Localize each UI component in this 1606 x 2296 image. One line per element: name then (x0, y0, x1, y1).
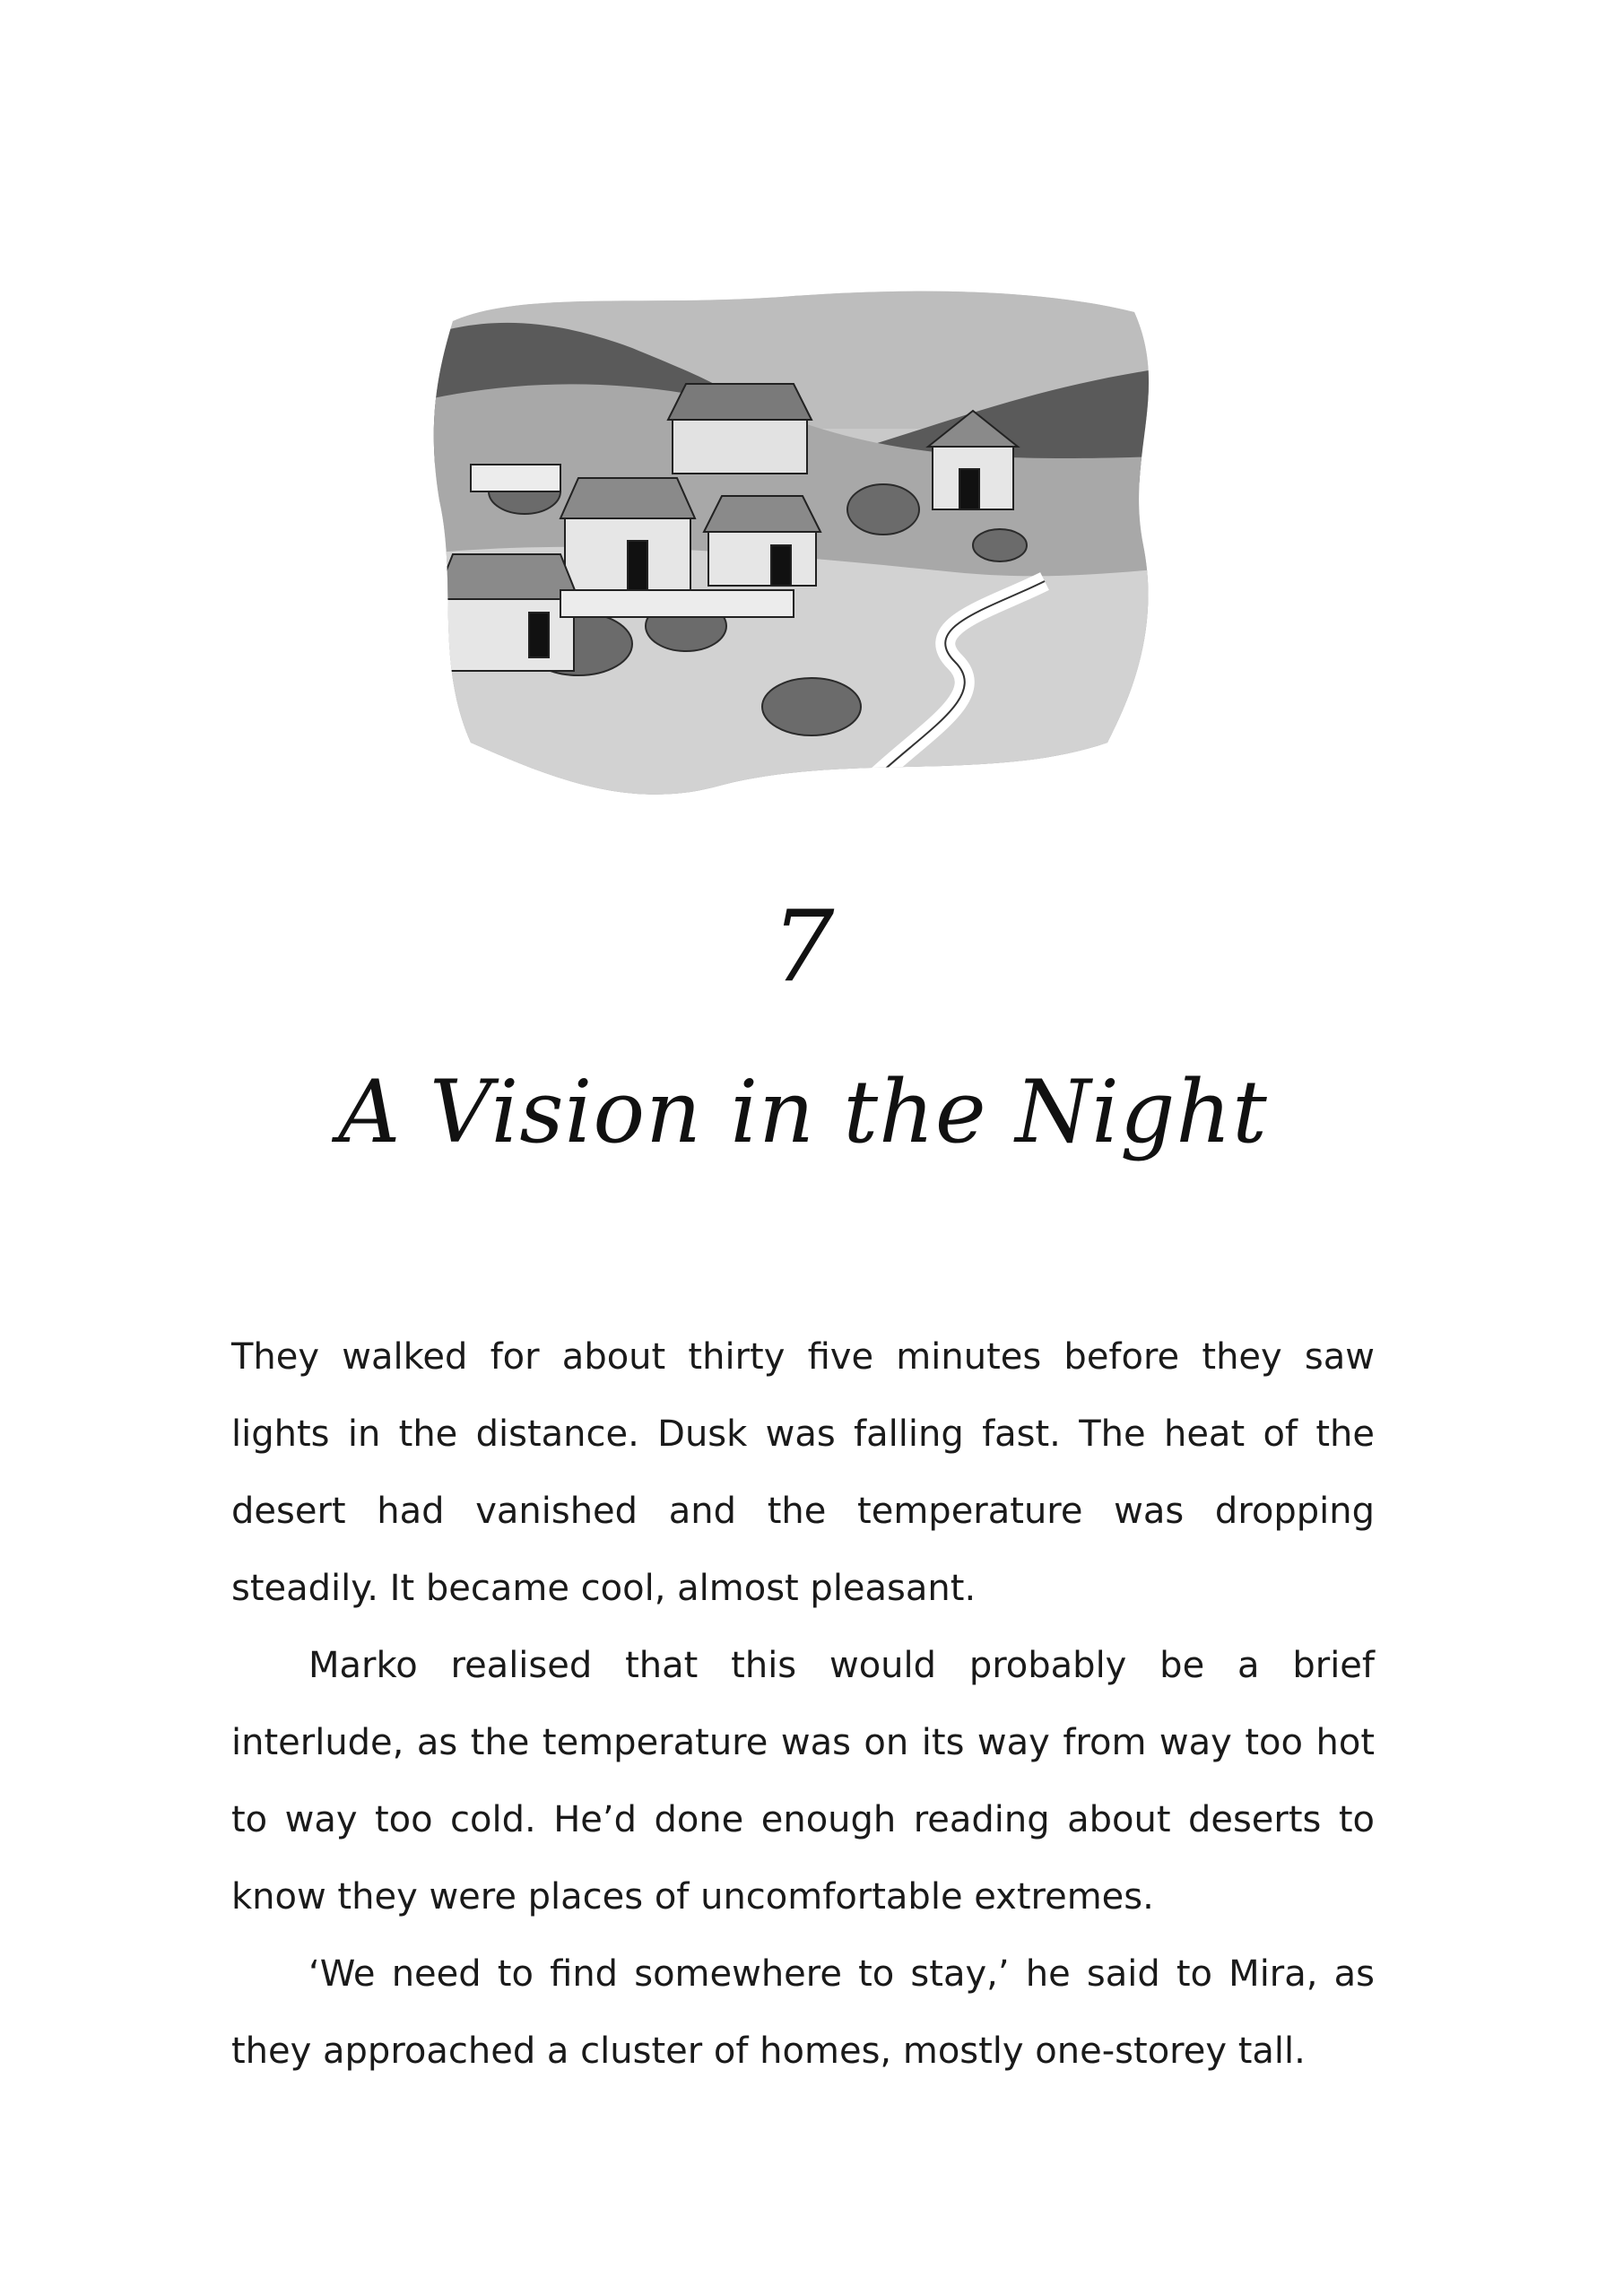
paragraph: ‘We need to find somewhere to stay,’ he said to Mira, as they approached a cluster of homes, mostly one-storey tall. (231, 1953, 1375, 2072)
village-illustration (417, 285, 1179, 805)
chapter-title: A Vision in the Night (338, 1062, 1268, 1162)
paragraph: They walked for about thirty five minutes before they saw lights in the distance. Dusk was falling fast. The heat of the desert had vanished and the temperature was dropping steadily. It became cool, almost pleasant. (231, 1336, 1375, 1609)
paragraph: Marko realised that this would probably be a brief interlude, as the temperature was on its way from way too hot to way too cold. He’d done enough reading about deserts to know they were places of uncomfortable extremes. (231, 1645, 1375, 1918)
chapter-body (231, 1318, 1375, 2090)
chapter-number: 7 (771, 889, 835, 1004)
